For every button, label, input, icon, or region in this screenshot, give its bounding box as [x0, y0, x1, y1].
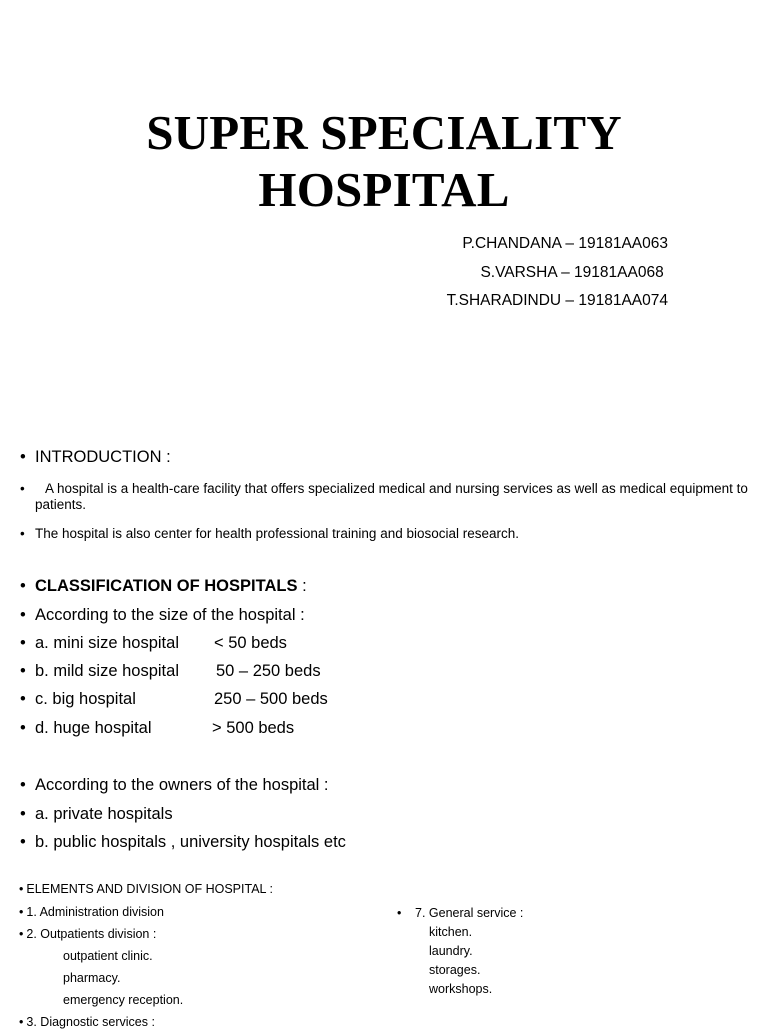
size-item [20, 633, 750, 653]
division-sub-item: workshops. [429, 982, 493, 996]
size-item-label: b. mild size hospital [35, 662, 179, 680]
elements-heading-text: ELEMENTS AND DIVISION OF HOSPITAL : [26, 882, 273, 896]
bullet-icon: • [19, 882, 24, 896]
author-1: P.CHANDANA – 19181AA063 [462, 235, 668, 252]
division-item [19, 923, 156, 945]
bullet-icon: • [19, 1015, 24, 1029]
division-sub-item: outpatient clinic. [63, 949, 153, 963]
division-item-text: 2. Outpatients division : [26, 927, 157, 941]
slide-title [0, 104, 768, 218]
owners-heading [20, 775, 750, 795]
size-item-value: < 50 beds [214, 634, 287, 652]
division-sub-item: storages. [429, 963, 481, 977]
title-line-1: SUPER SPECIALITY [146, 105, 622, 160]
size-heading [20, 605, 750, 625]
intro-paragraph-1 [20, 481, 750, 513]
size-heading-text: According to the size of the hospital : [35, 606, 305, 624]
size-item-label: c. big hospital [35, 690, 136, 708]
bullet-icon: • [20, 634, 26, 652]
division-sub-item: kitchen. [429, 925, 473, 939]
owners-item-text: a. private hospitals [35, 805, 173, 823]
size-item-value: 250 – 500 beds [214, 690, 328, 708]
author-3: T.SHARADINDU – 19181AA074 [446, 292, 668, 309]
owners-item-text: b. public hospitals , university hospitals etc [35, 833, 346, 851]
author-2: S.VARSHA – 19181AA068 [480, 263, 668, 281]
division-sub-item: laundry. [429, 944, 473, 958]
intro-paragraph-2-text: The hospital is also center for health professional training and biosocial research. [35, 526, 520, 541]
size-item-value: > 500 beds [212, 719, 295, 737]
bullet-icon: • [20, 577, 26, 595]
division-item: 7. General service : [415, 906, 524, 920]
intro-paragraph-1-text: A hospital is a health-care facility that offers specialized medical and nursing services as well as medical equipment to patients. [35, 481, 748, 512]
bullet-icon: • [19, 905, 24, 919]
bullet-icon: • [20, 526, 25, 541]
classification-heading [20, 576, 750, 596]
elements-slide [0, 870, 768, 1029]
bullet-icon: • [20, 719, 26, 737]
bullet-icon: • [19, 927, 24, 941]
bullet-icon: • [397, 906, 402, 920]
bullet-icon: • [20, 833, 26, 851]
division-item-text: 3. Diagnostic services : [26, 1015, 155, 1029]
size-item [20, 689, 750, 709]
size-item-label: a. mini size hospital [35, 634, 179, 652]
size-item [20, 718, 750, 738]
intro-heading-text: INTRODUCTION : [35, 448, 171, 466]
bullet-icon: • [20, 481, 25, 496]
author-list [447, 230, 668, 316]
bullet-icon: • [20, 662, 26, 680]
size-item-value: 50 – 250 beds [216, 662, 321, 680]
division-sub-item: pharmacy. [63, 971, 121, 985]
elements-heading [19, 878, 273, 900]
bullet-icon: • [20, 805, 26, 823]
bullet-icon: • [20, 448, 26, 466]
owners-item [20, 832, 750, 852]
owners-item [20, 804, 750, 824]
title-line-2: HOSPITAL [258, 162, 510, 217]
division-sub-item: emergency reception. [63, 993, 184, 1007]
bullet-icon: • [20, 776, 26, 794]
bullet-icon: • [20, 606, 26, 624]
division-item [19, 1011, 155, 1033]
classification-heading-suffix: : [297, 577, 307, 595]
owners-heading-text: According to the owners of the hospital : [35, 776, 329, 794]
bullet-icon: • [20, 690, 26, 708]
division-item [19, 901, 164, 923]
division-item-text: 1. Administration division [26, 905, 164, 919]
size-item [20, 661, 750, 681]
intro-paragraph-2 [20, 526, 750, 542]
size-item-label: d. huge hospital [35, 719, 152, 737]
classification-heading-text: CLASSIFICATION OF HOSPITALS [35, 577, 298, 595]
title-slide [0, 0, 768, 392]
introduction-slide [0, 420, 768, 870]
intro-heading [20, 447, 750, 467]
